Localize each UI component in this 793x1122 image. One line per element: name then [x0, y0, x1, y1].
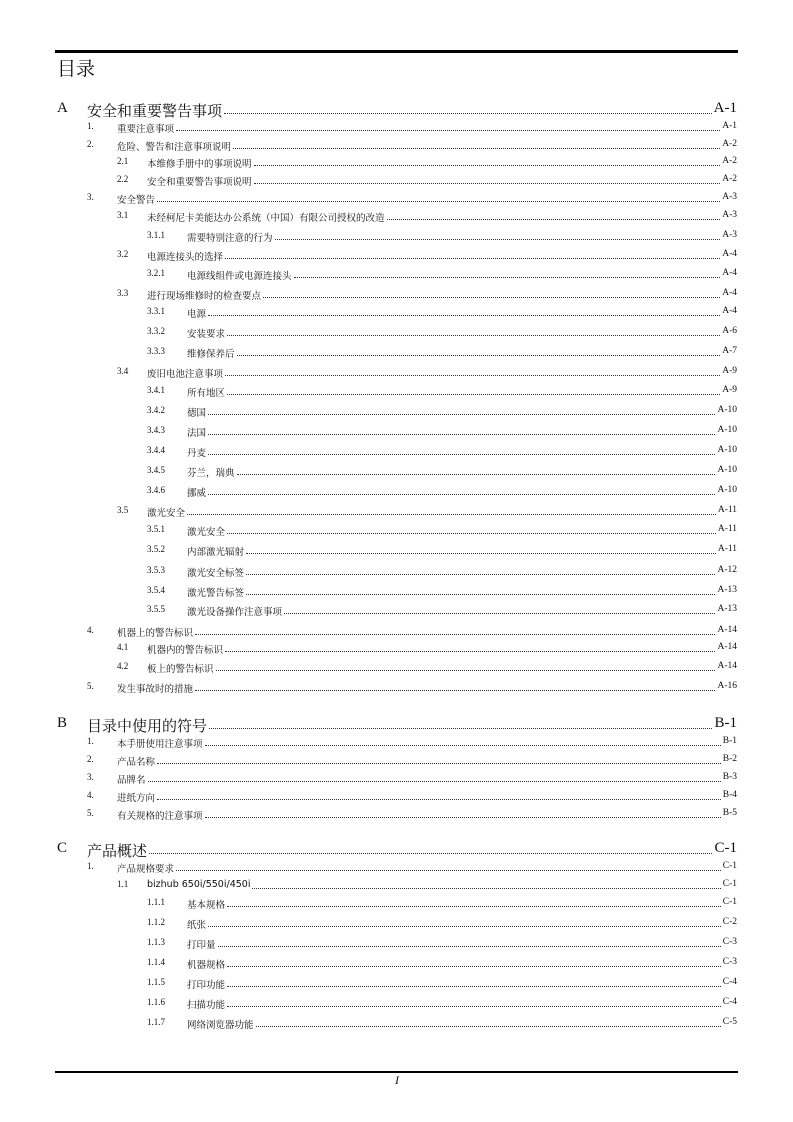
toc-entry-title: 发生事故时的措施 [117, 684, 194, 695]
toc-entry-page: A-13 [717, 585, 737, 595]
toc-entry-title: 芬兰，瑞典 [187, 468, 235, 479]
toc-entry-page: C-1 [714, 840, 737, 856]
toc-entry-number: 3.4.6 [147, 485, 165, 495]
toc-entry-number: 2.2 [117, 174, 129, 184]
toc-entry-number: B [57, 715, 68, 731]
toc-entry-number: 4. [87, 790, 94, 800]
toc-leader-dots [208, 414, 715, 415]
toc-entry-number: 5. [87, 808, 94, 818]
toc-entry-page: B-1 [722, 736, 737, 746]
toc-entry-page: C-2 [722, 917, 737, 927]
toc-leader-dots [225, 651, 715, 652]
toc-entry-number: 3.5.3 [147, 565, 165, 575]
toc-leader-dots [157, 201, 720, 202]
toc-entry-page: A-2 [722, 174, 737, 184]
toc-leader-dots [227, 986, 721, 987]
toc-entry-title: 激光安全 [187, 527, 226, 538]
toc-leader-dots [195, 690, 715, 691]
toc-entry-page: C-4 [722, 997, 737, 1007]
toc-leader-dots [176, 130, 720, 131]
toc-entry-number: 1.1.2 [147, 917, 165, 927]
toc-entry-title: 所有地区 [187, 388, 226, 399]
toc-entry-number: 3.4.1 [147, 385, 165, 395]
toc-entry-title: 基本规格 [187, 900, 226, 911]
toc-leader-dots [208, 315, 720, 316]
toc-entry-title: 激光安全 [147, 508, 186, 519]
toc-entry-number: 4. [87, 625, 94, 635]
toc-entry-number: A [57, 100, 68, 116]
toc-leader-dots [205, 817, 721, 818]
toc-leader-dots [195, 634, 715, 635]
toc-entry-page: A-10 [717, 485, 737, 495]
toc-leader-dots [387, 219, 721, 220]
toc-entry-title: 打印量 [187, 940, 216, 951]
toc-entry-page: A-3 [722, 230, 737, 240]
toc-entry-title: 维修保养后 [187, 349, 235, 360]
toc-entry-page: A-16 [717, 681, 737, 691]
toc-entry-page: A-11 [717, 544, 737, 554]
toc-entry-title: 挪威 [187, 488, 207, 499]
page-title: 目录 [57, 58, 96, 80]
toc-leader-dots [148, 781, 721, 782]
toc-entry-page: A-7 [722, 346, 737, 356]
toc-leader-dots [218, 946, 721, 947]
toc-leader-dots [237, 355, 721, 356]
toc-entry-number: C [57, 840, 68, 856]
toc-entry-title: 电源连接头的选择 [147, 252, 224, 263]
toc-entry-number: 3.3 [117, 288, 129, 298]
toc-entry-title: 安全和重要警告事项说明 [147, 177, 252, 188]
toc-entry-number: 3.4.3 [147, 425, 165, 435]
toc-entry-title: 板上的警告标识 [147, 664, 214, 675]
toc-leader-dots [208, 926, 721, 927]
toc-entry-page: A-3 [722, 192, 737, 202]
toc-leader-dots [263, 297, 720, 298]
toc-entry-page: A-4 [722, 288, 737, 298]
toc-entry-title: 需要特别注意的行为 [187, 233, 273, 244]
toc-entry-page: B-4 [722, 790, 737, 800]
toc-entry-title: 机器内的警告标识 [147, 645, 224, 656]
toc-entry-title: 废旧电池注意事项 [147, 369, 224, 380]
toc-entry-title: 网络浏览器功能 [187, 1020, 254, 1031]
toc-entry-title: 机器规格 [187, 960, 226, 971]
toc-entry-number: 3.3.2 [147, 326, 165, 336]
toc-entry-title: 扫描功能 [187, 1000, 226, 1011]
toc-entry-number: 1. [87, 861, 94, 871]
toc-entry-number: 3.3.3 [147, 346, 165, 356]
toc-entry-title: 安装要求 [187, 329, 226, 340]
toc-entry-page: A-11 [717, 505, 737, 515]
toc-entry-title: 产品概述 [87, 842, 148, 860]
toc-entry-page: A-9 [722, 385, 737, 395]
toc-entry-page: C-5 [722, 1017, 737, 1027]
toc-entry-number: 3.5 [117, 505, 129, 515]
toc-leader-dots [225, 258, 720, 259]
toc-leader-dots [208, 434, 715, 435]
toc-leader-dots [208, 494, 715, 495]
toc-entry-title: 重要注意事项 [117, 124, 175, 135]
toc-entry-page: B-3 [722, 772, 737, 782]
toc-entry-number: 1.1.6 [147, 997, 165, 1007]
toc-entry-page: C-3 [722, 937, 737, 947]
toc-leader-dots [224, 113, 712, 114]
top-rule [55, 50, 738, 53]
toc-entry-title: 纸张 [187, 920, 207, 931]
toc-entry-title: 安全警告 [117, 195, 156, 206]
toc-entry-page: A-12 [717, 565, 737, 575]
toc-entry-number: 3. [87, 772, 94, 782]
toc-entry-page: A-10 [717, 425, 737, 435]
toc-entry-title: 产品名称 [117, 757, 156, 768]
toc-entry-title: 未经柯尼卡美能达办公系统（中国）有限公司授权的改造 [147, 213, 385, 224]
toc-entry-page: A-11 [717, 524, 737, 534]
toc-entry-title: 有关规格的注意事项 [117, 811, 203, 822]
toc-entry-page: A-1 [722, 121, 737, 131]
toc-leader-dots [205, 745, 721, 746]
toc-entry-number: 4.1 [117, 642, 129, 652]
toc-entry-title: 进行现场维修时的检查要点 [147, 291, 262, 302]
toc-leader-dots [254, 183, 721, 184]
toc-entry-title: 电源线组件或电源连接头 [187, 271, 292, 282]
toc-leader-dots [208, 454, 715, 455]
toc-entry-title: 打印功能 [187, 980, 226, 991]
toc-leader-dots [227, 1006, 721, 1007]
toc-leader-dots [176, 870, 721, 871]
toc-entry-number: 2.1 [117, 156, 129, 166]
toc-entry-number: 1.1.4 [147, 957, 165, 967]
toc-leader-dots [275, 239, 721, 240]
toc-entry-title: 内部激光辐射 [187, 547, 245, 558]
toc-entry-title: 目录中使用的符号 [87, 717, 208, 735]
toc-leader-dots [227, 533, 716, 534]
toc-entry-number: 3.2 [117, 249, 129, 259]
toc-leader-dots [246, 574, 715, 575]
toc-leader-dots [254, 165, 721, 166]
toc-entry-title: 本维修手册中的事项说明 [147, 159, 252, 170]
toc-leader-dots [227, 966, 721, 967]
toc-leader-dots [216, 670, 716, 671]
toc-entry-page: A-14 [717, 642, 737, 652]
toc-entry-page: A-10 [717, 405, 737, 415]
toc-leader-dots [157, 799, 721, 800]
toc-entry-page: B-5 [722, 808, 737, 818]
toc-entry-number: 3.4 [117, 366, 129, 376]
toc-entry-page: A-10 [717, 445, 737, 455]
toc-leader-dots [157, 763, 721, 764]
toc-entry-page: A-14 [717, 661, 737, 671]
toc-leader-dots [237, 474, 716, 475]
toc-leader-dots [225, 375, 720, 376]
toc-entry-page: A-1 [713, 100, 737, 116]
toc-entry-number: 3.5.1 [147, 524, 165, 534]
toc-leader-dots [233, 148, 720, 149]
toc-entry-number: 1.1.3 [147, 937, 165, 947]
toc-entry-number: 2. [87, 754, 94, 764]
toc-entry-page: B-2 [722, 754, 737, 764]
toc-entry-title: 激光安全标签 [187, 568, 245, 579]
toc-entry-number: 1.1.7 [147, 1017, 165, 1027]
toc-entry-number: 1.1 [117, 879, 129, 889]
toc-entry-number: 2. [87, 139, 94, 149]
toc-leader-dots [246, 594, 715, 595]
toc-leader-dots [227, 906, 721, 907]
toc-entry-number: 1.1.1 [147, 897, 165, 907]
toc-entry-title: 机器上的警告标识 [117, 628, 194, 639]
toc-entry-number: 3.1.1 [147, 230, 165, 240]
toc-entry-page: A-2 [722, 139, 737, 149]
toc-entry-number: 1. [87, 121, 94, 131]
toc-entry-title: 激光警告标签 [187, 588, 245, 599]
toc-leader-dots [246, 553, 716, 554]
toc-entry-page: A-4 [722, 249, 737, 259]
toc-leader-dots [256, 1026, 721, 1027]
toc-entry-number: 3.5.5 [147, 604, 165, 614]
toc-entry-title: 法国 [187, 428, 207, 439]
toc-entry-title: 德国 [187, 408, 207, 419]
toc-leader-dots [294, 277, 721, 278]
toc-entry-number: 3.4.4 [147, 445, 165, 455]
toc-entry-title: 进纸方向 [117, 793, 156, 804]
toc-leader-dots [227, 335, 720, 336]
toc-entry-page: A-13 [717, 604, 737, 614]
page-number: I [395, 1073, 399, 1087]
toc-entry-title: 产品规格要求 [117, 864, 175, 875]
toc-entry-title: 激光设备操作注意事项 [187, 607, 283, 618]
toc-entry-title: 危险、警告和注意事项说明 [117, 142, 232, 153]
toc-entry-page: A-9 [722, 366, 737, 376]
toc-entry-number: 3.1 [117, 210, 129, 220]
toc-entry-page: A-4 [722, 268, 737, 278]
toc-leader-dots [227, 394, 720, 395]
toc-leader-dots [149, 853, 712, 854]
toc-entry-number: 5. [87, 681, 94, 691]
toc-leader-dots [187, 514, 716, 515]
toc-entry-page: A-4 [722, 306, 737, 316]
toc-entry-page: A-3 [722, 210, 737, 220]
toc-entry-page: A-2 [722, 156, 737, 166]
toc-entry-number: 3.2.1 [147, 268, 165, 278]
toc-entry-number: 3.4.2 [147, 405, 165, 415]
toc-entry-title: 丹麦 [187, 448, 207, 459]
toc-entry-number: 3. [87, 192, 94, 202]
toc-leader-dots [252, 888, 720, 889]
toc-entry-title: 品牌名 [117, 775, 146, 786]
toc-entry-number: 3.5.2 [147, 544, 165, 554]
toc-entry-number: 3.3.1 [147, 306, 165, 316]
toc-entry-title: bizhub 650i/550i/450i [147, 879, 251, 890]
toc-entry-number: 4.2 [117, 661, 129, 671]
toc-entry-page: B-1 [714, 715, 737, 731]
toc-entry-title: 安全和重要警告事项 [87, 102, 223, 120]
toc-entry-title: 电源 [187, 309, 207, 320]
toc-entry-number: 1. [87, 736, 94, 746]
toc-entry-page: C-3 [722, 957, 737, 967]
toc-entry-title: 本手册使用注意事项 [117, 739, 203, 750]
toc-leader-dots [284, 613, 715, 614]
toc-entry-number: 3.4.5 [147, 465, 165, 475]
toc-leader-dots [209, 728, 712, 729]
toc-entry-page: A-10 [717, 465, 737, 475]
toc-entry-page: C-4 [722, 977, 737, 987]
toc-entry-page: C-1 [722, 861, 737, 871]
toc-entry-page: A-6 [722, 326, 737, 336]
toc-entry-page: C-1 [722, 879, 737, 889]
toc-entry-page: C-1 [722, 897, 737, 907]
toc-entry-number: 1.1.5 [147, 977, 165, 987]
toc-entry-page: A-14 [717, 625, 737, 635]
toc-entry-number: 3.5.4 [147, 585, 165, 595]
